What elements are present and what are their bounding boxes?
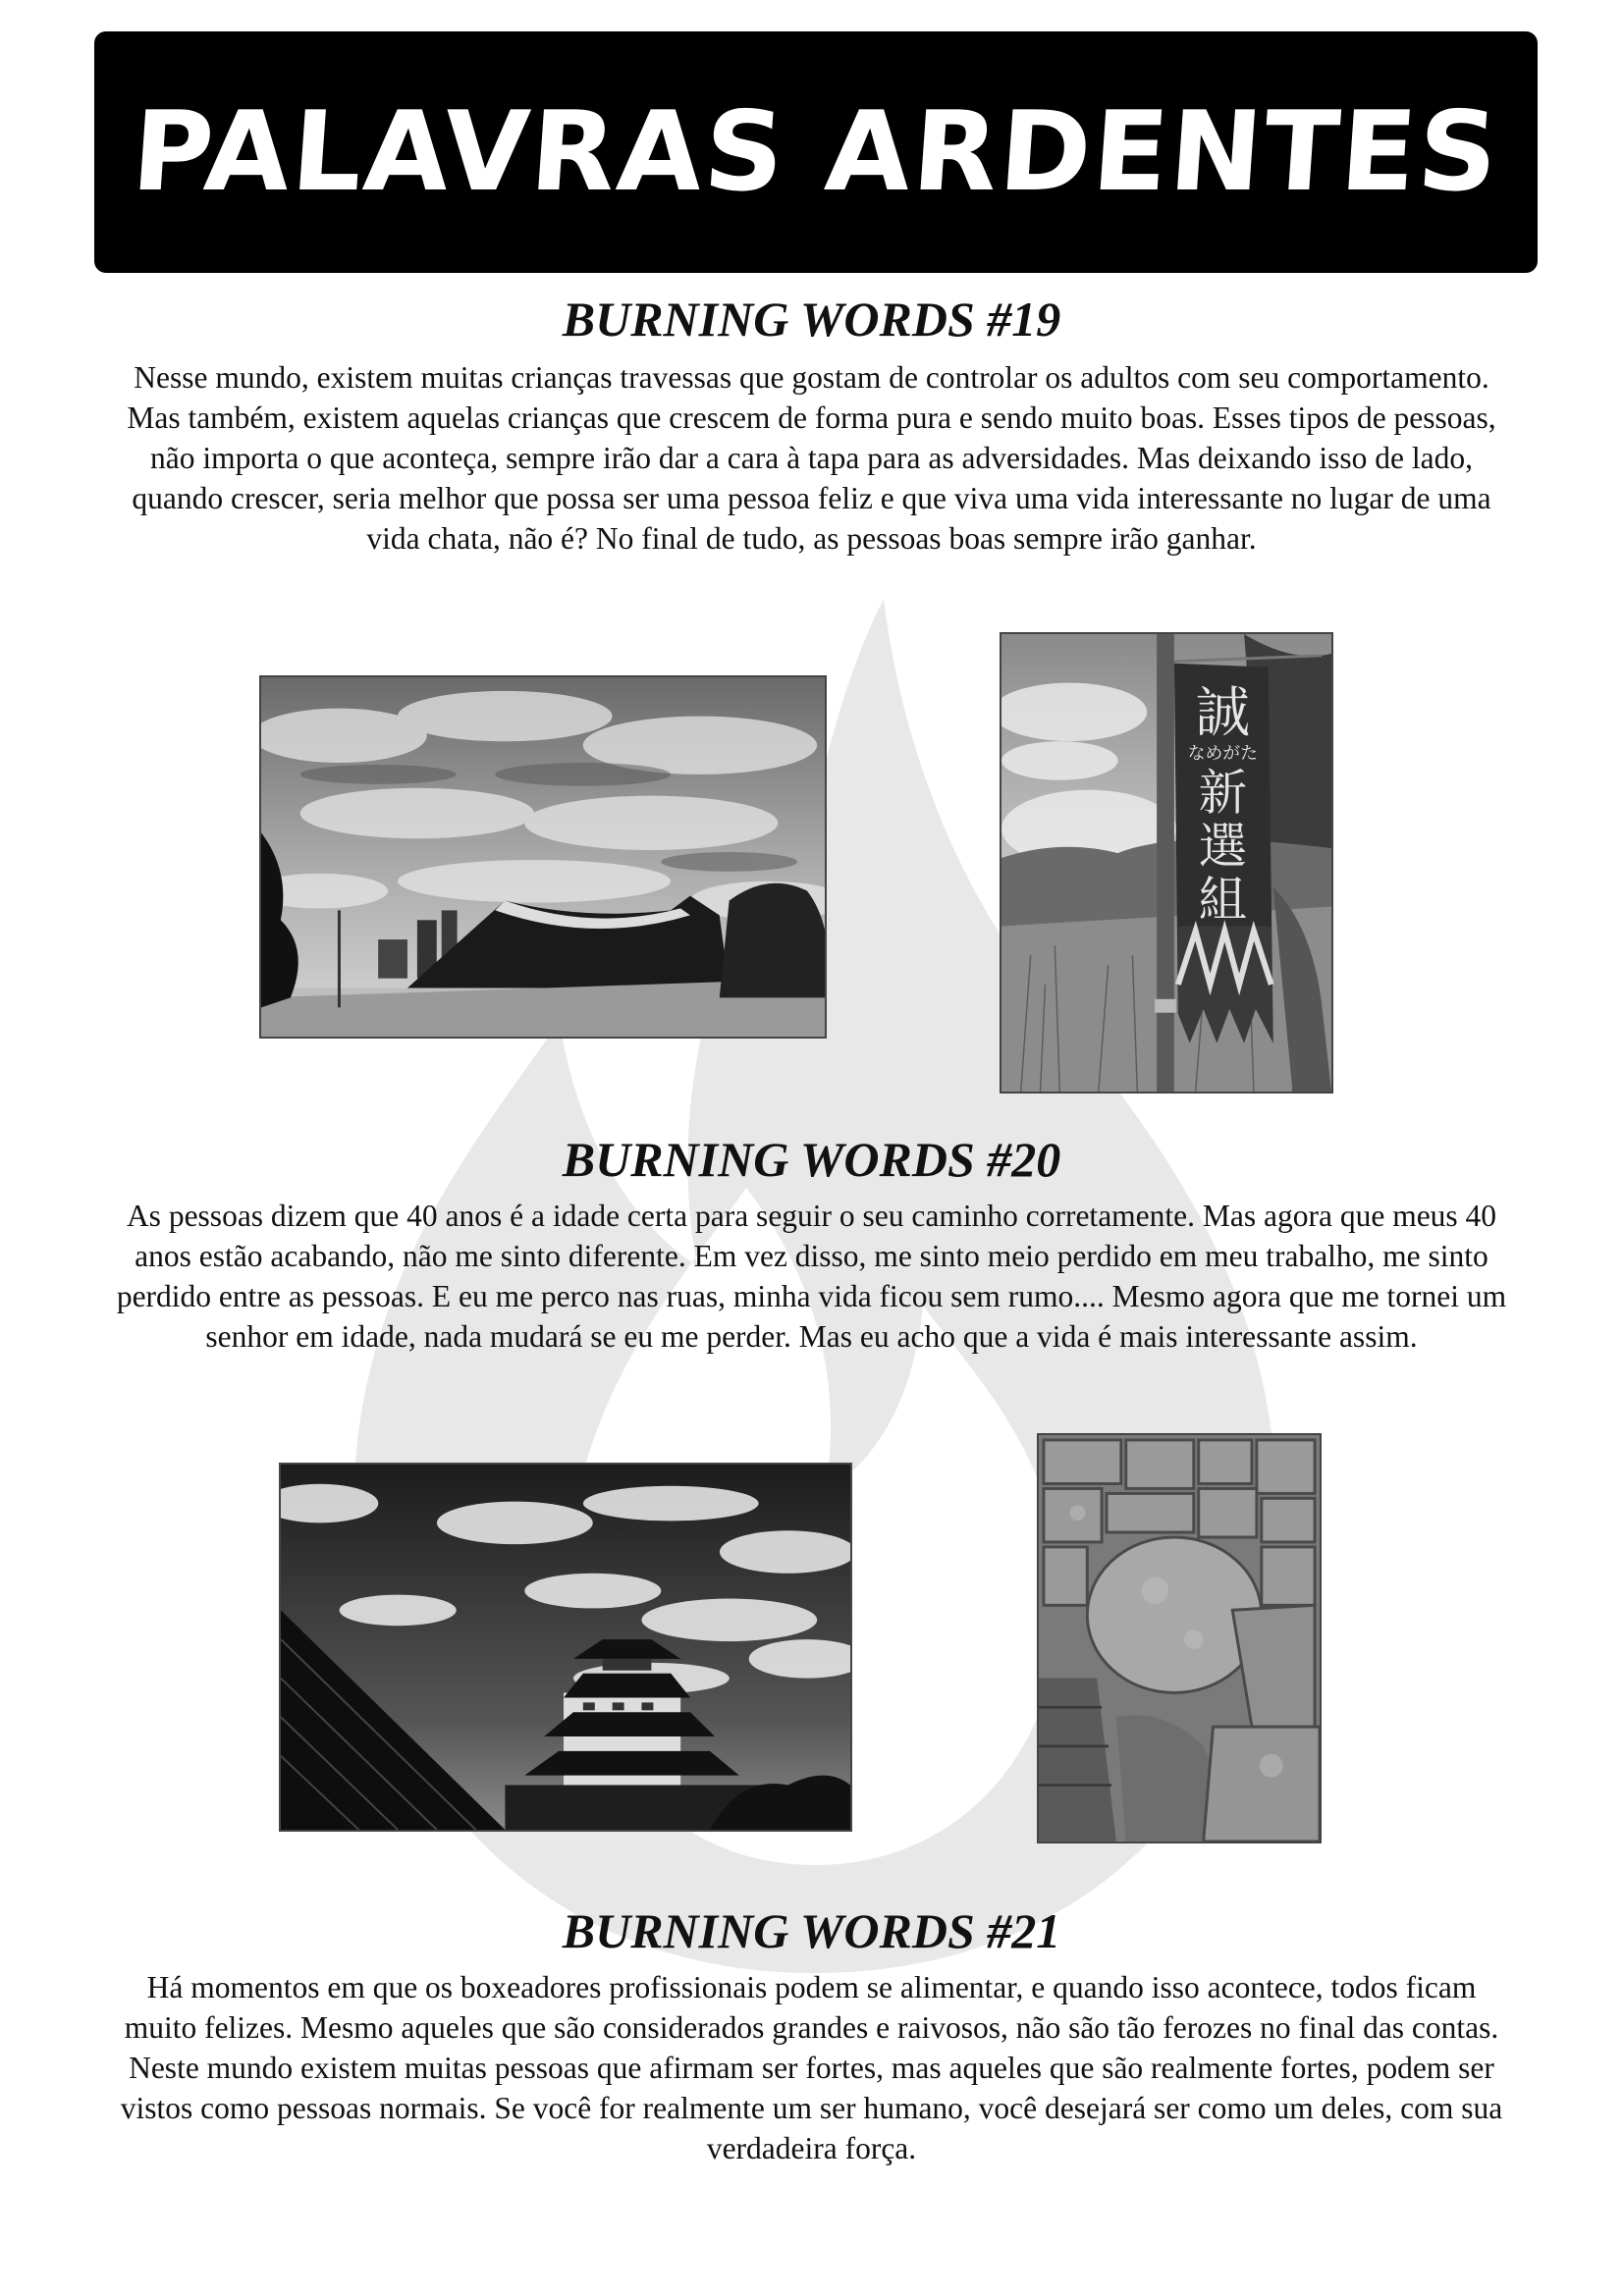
photo-nobori-banner	[1000, 632, 1333, 1094]
section-title-20: BURNING WORDS #20	[562, 1132, 1061, 1187]
banner-char-2: 新	[1198, 764, 1248, 822]
banner-char-4: 組	[1198, 871, 1248, 929]
section-title-19: BURNING WORDS #19	[562, 292, 1061, 347]
banner-small-text: なめがた	[1187, 742, 1258, 764]
photo-stone-wall	[1037, 1433, 1322, 1843]
title-banner	[94, 31, 1538, 273]
section-text-20: As pessoas dizem que 40 anos é a idade certa para seguir o seu caminho corretamente. Mas agora que meus 40 anos estão acabando, não me sinto diferente. Em vez disso, me sinto meio perdido em meu trabalho, me sinto perdido entre as pessoas. E eu me perco nas ruas, minha vida ficou sem rumo.... Mesmo agora que me tornei um senhor em idade, nada mudará se eu me perder. Mas eu acho que a vida é mais interessante assim.	[116, 1199, 1507, 1354]
section-text-21: Há momentos em que os boxeadores profissionais podem se alimentar, e quando isso acontece, todos ficam muito felizes. Mesmo aqueles que são considerados grandes e raivosos, não são tão ferozes no final das contas. Neste mundo existem muitas pessoas que afirmam ser fortes, mas aqueles que são realmente fortes, podem ser vistos como pessoas normais. Se você for realmente um ser humano, você desejará ser como um deles, com sua verdadeira força.	[120, 1970, 1503, 2165]
banner-char-1: 誠	[1195, 682, 1250, 746]
section-title-21: BURNING WORDS #21	[562, 1903, 1061, 1958]
section-text-19: Nesse mundo, existem muitas crianças travessas que gostam de controlar os adultos com seu comportamento. Mas também, existem aquelas crianças que crescem de forma pura e sendo muito boas. Esses tipos de pessoas, não importa o que aconteça, sempre irão dar a cara à tapa para as adversidades. Mas deixando isso de lado, quando crescer, seria melhor que possa ser uma pessoa feliz e que viva uma vida interessante no lugar de uma vida chata, não é? No final de tudo, as pessoas boas sempre irão ganhar.	[127, 360, 1496, 556]
photo-stadium	[259, 675, 827, 1039]
banner-char-3: 選	[1198, 817, 1248, 876]
page-title: PALAVRAS ARDENTES	[128, 88, 1504, 216]
photo-castle	[279, 1463, 852, 1832]
